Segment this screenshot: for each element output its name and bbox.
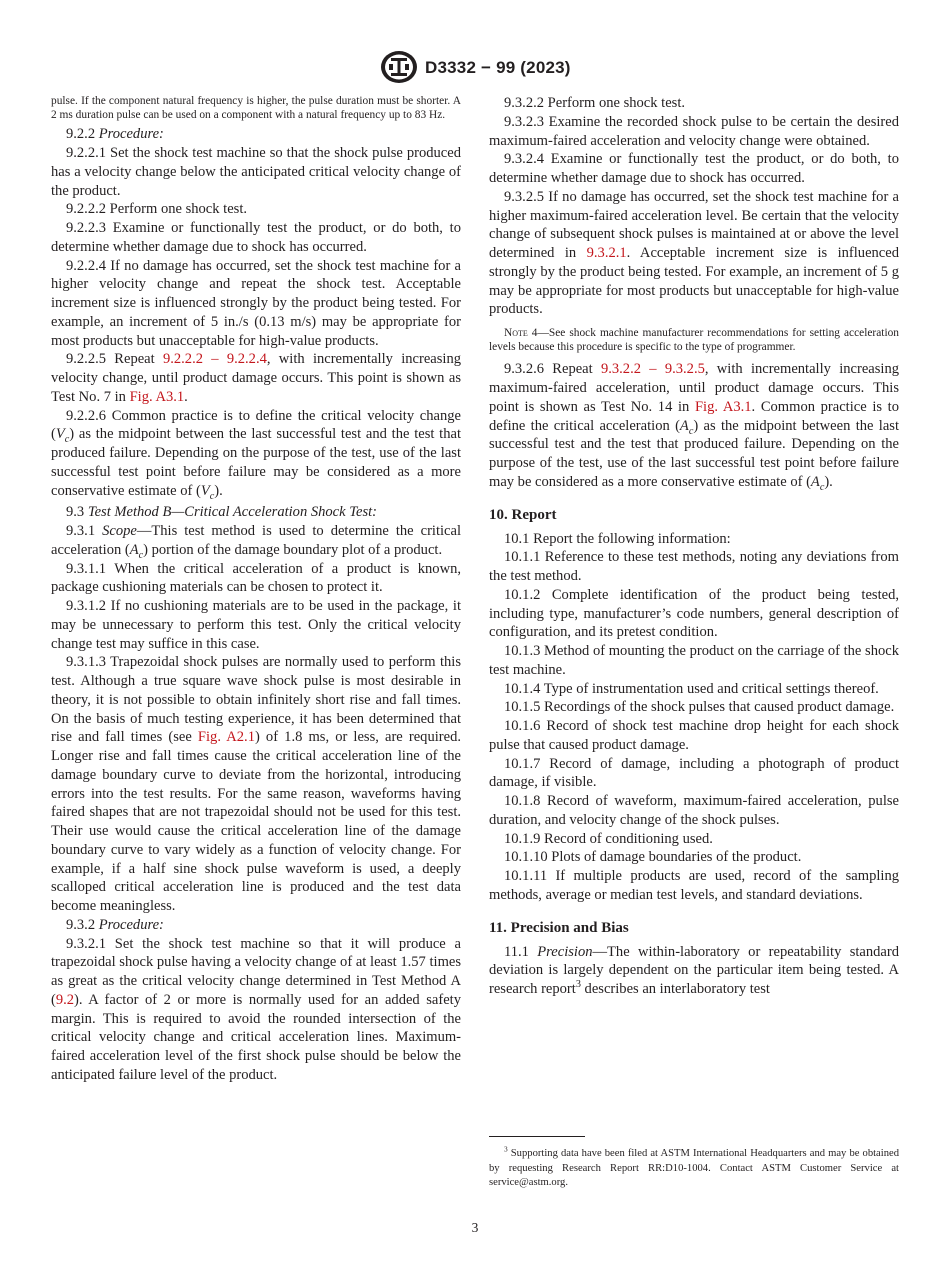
- section-9-2-2-heading: 9.2.2 Procedure:: [66, 126, 164, 143]
- note-4: Note 4—See shock machine manufacturer recommendations for setting acceleration levels because this procedure is specific to the type of programmer.: [489, 327, 899, 354]
- section-9-3-2-1: 9.3.2.1 Set the shock test machine so that it will produce a trapezoidal shock pulse having a velocity change of at least 1.57 times as great as the critical velocity change determined in Test Method A (9.2). A factor of 2 or more is normally used for an added safety margin. This is required to avoid the rounded intersection of the critical velocity change and critical acceleration lines. Maximum-faired acceleration level of the first shock pulse should be below the anticipated failure level of the product.: [51, 935, 461, 1083]
- section-10-1-1: 10.1.1 Reference to these test methods, noting any deviations from the test method.: [489, 549, 899, 585]
- section-10-1: 10.1 Report the following information:: [504, 530, 731, 547]
- section-9-2-2-3: 9.2.2.3 Examine or functionally test the product, or do both, to determine whether damage due to shock has occurred.: [51, 220, 461, 255]
- page-header: [0, 50, 950, 86]
- footnote-divider: [489, 1136, 585, 1137]
- section-9-3-1-2: 9.3.1.2 If no cushioning materials are to be used in the package, it may be unnecessary to perform this test. Only the critical velocity change test may suffice in this case.: [51, 598, 461, 652]
- section-9-2-2-4: 9.2.2.4 If no damage has occurred, set the shock test machine for a higher velocity change and repeat the shock test. Acceptable increment size is influenced strongly by the product being tested. For example, an increment of 5 in./s (0.13 m/s) may be appropriate for most products but unacceptable for high-value products.: [51, 257, 461, 349]
- paragraph-continued: pulse. If the component natural frequency is higher, the pulse duration must be shorter. A 2 ms duration pulse can be used on a component with a natural frequency up to 83 Hz.: [51, 95, 461, 122]
- page-number: 3: [471, 1220, 479, 1235]
- section-11-1: 11.1 Precision—The within-laboratory or repeatability standard deviation is largely dependent on the particular item being tested. A research report$^3$ describes an interlaboratory test: [489, 943, 899, 998]
- section-10-1-9: 10.1.9 Record of conditioning used.: [504, 830, 713, 847]
- section-10-heading: 10. Report: [489, 506, 557, 523]
- section-9-3-2-3: 9.3.2.3 Examine the recorded shock pulse to be certain the desired maximum-faired acceleration and velocity change were obtained.: [489, 113, 899, 149]
- section-9-2-2-2: 9.2.2.2 Perform one shock test.: [66, 201, 247, 218]
- section-9-3-2-heading: 9.3.2 Procedure:: [66, 916, 164, 933]
- section-9-2-link[interactable]: 9.2: [55, 991, 75, 1008]
- section-9-3-1-1: 9.3.1.1 When the critical acceleration of a product is known, package cushioning materials can be chosen to protect it.: [51, 560, 461, 596]
- section-9-2-2-5: 9.2.2.5 Repeat 9.2.2.2 – 9.2.2.4, with incrementally increasing velocity change, until product damage occurs. This point is shown as Test No. 7 in Fig. A3.1.: [51, 351, 461, 405]
- section-11-heading: 11. Precision and Bias: [489, 919, 629, 936]
- section-9-3-2-1-link[interactable]: 9.3.2.1: [586, 245, 627, 261]
- right-column: [489, 94, 899, 999]
- section-10-1-7: 10.1.7 Record of damage, including a photograph of product damage, if visible.: [489, 755, 899, 791]
- section-10-1-6: 10.1.6 Record of shock test machine drop height for each shock pulse that caused product damage.: [489, 718, 899, 753]
- figure-a3-1-link[interactable]: Fig. A3.1: [129, 388, 185, 405]
- left-column: [51, 94, 461, 1085]
- section-9-3-heading: 9.3 Test Method B—Critical Acceleration Shock Test:: [66, 504, 377, 521]
- section-9-3-2-2: 9.3.2.2 Perform one shock test.: [504, 95, 685, 111]
- section-10-1-10: 10.1.10 Plots of damage boundaries of the product.: [504, 849, 802, 866]
- section-range-link[interactable]: 9.3.2.2 – 9.3.2.5: [600, 361, 705, 378]
- section-10-1-4: 10.1.4 Type of instrumentation used and critical settings thereof.: [504, 680, 879, 697]
- section-10-1-3: 10.1.3 Method of mounting the product on the carriage of the shock test machine.: [489, 643, 899, 678]
- section-10-1-11: 10.1.11 If multiple products are used, record of the sampling methods, average or median test levels, and standard deviations.: [489, 868, 899, 903]
- astm-logo: [380, 50, 418, 84]
- section-9-2-2-1: 9.2.2.1 Set the shock test machine so that the shock pulse produced has a velocity change below the anticipated critical velocity change of the product.: [51, 145, 461, 199]
- section-9-3-1: 9.3.1 Scope—This test method is used to determine the critical acceleration $(A_c)$ portion of the damage boundary plot of a product.: [51, 523, 461, 561]
- figure-a3-1-link[interactable]: Fig. A3.1: [694, 398, 752, 415]
- section-10-1-2: 10.1.2 Complete identification of the product being tested, including type, manufacturer’s code numbers, general description of configuration, and its pretest condition.: [489, 586, 899, 641]
- section-9-3-2-6: 9.3.2.6 Repeat 9.3.2.2 – 9.3.2.5, with incrementally increasing maximum-faired acceleration, until product damage occurs. This point is shown as Test No. 14 in Fig. A3.1. Common practice is to define the critical acceleration $(A_c)$ as the midpoint between the last successful test and the test that produced failure. Depending on the purpose of the test, use of the last successful test point before failure may be considered as a more conservative estimate of $(A_c)$.: [489, 361, 899, 493]
- section-9-3-2-4: 9.3.2.4 Examine or functionally test the product, or do both, to determine whether damage due to shock has occurred.: [489, 151, 899, 186]
- section-9-2-2-6: 9.2.2.6 Common practice is to define the critical velocity change $(V_c)$ as the midpoint between the last successful test and the test that produced failure. Depending on the purpose of the test, use of the last successful test point before failure may be considered as a more conservative estimate of $(V_c)$.: [51, 407, 461, 502]
- footnote-3: $^3$ Supporting data have been filed at ASTM International Headquarters and may be obtained by requesting Research Report RR:D10-1004. Contact ASTM Customer Service at service@astm.org.: [489, 1144, 899, 1189]
- section-10-1-8: 10.1.8 Record of waveform, maximum-faired acceleration, pulse duration, and velocity change of the shock pulses.: [489, 793, 899, 828]
- section-reference-link[interactable]: 9.2.2.2 – 9.2.2.4: [162, 351, 267, 368]
- document-designation: D3332 − 99 (2023): [425, 58, 571, 77]
- figure-a2-1-link[interactable]: Fig. A2.1: [197, 729, 255, 746]
- section-9-3-2-5: 9.3.2.5 If no damage has occurred, set the shock test machine for a higher maximum-faired acceleration level. Be certain that the velocity change of subsequent shock pulses is maintained at or above the level determined in 9.3.2.1. Acceptable increment size is influenced strongly by the product being tested. For example, an increment of 5 g may be appropriate for most products but unacceptable for high-value products.: [489, 188, 899, 318]
- section-10-1-5: 10.1.5 Recordings of the shock pulses that caused product damage.: [504, 699, 895, 716]
- section-9-3-1-3: 9.3.1.3 Trapezoidal shock pulses are normally used to perform this test. Although a true square wave shock pulse is most desirable in theory, it is not possible to obtain infinitely short rise and fall times. On the basis of much testing experience, it has been determined that rise and fall times (see Fig. A2.1) of 1.8 ms, or less, are required. Longer rise and fall times cause the critical acceleration line of the damage boundary curve to deviate from the horizontal, introducing errors into the test results. For the same reason, waveforms having faired shapes that are not trapezoidal should not be used for this test. Their use would cause the critical acceleration line of the damage boundary curve to vary widely as a function of velocity change. For example, if a half sine shock pulse waveform is used, a deeply scalloped critical acceleration line is produced and the test data become meaningless.: [51, 654, 461, 915]
